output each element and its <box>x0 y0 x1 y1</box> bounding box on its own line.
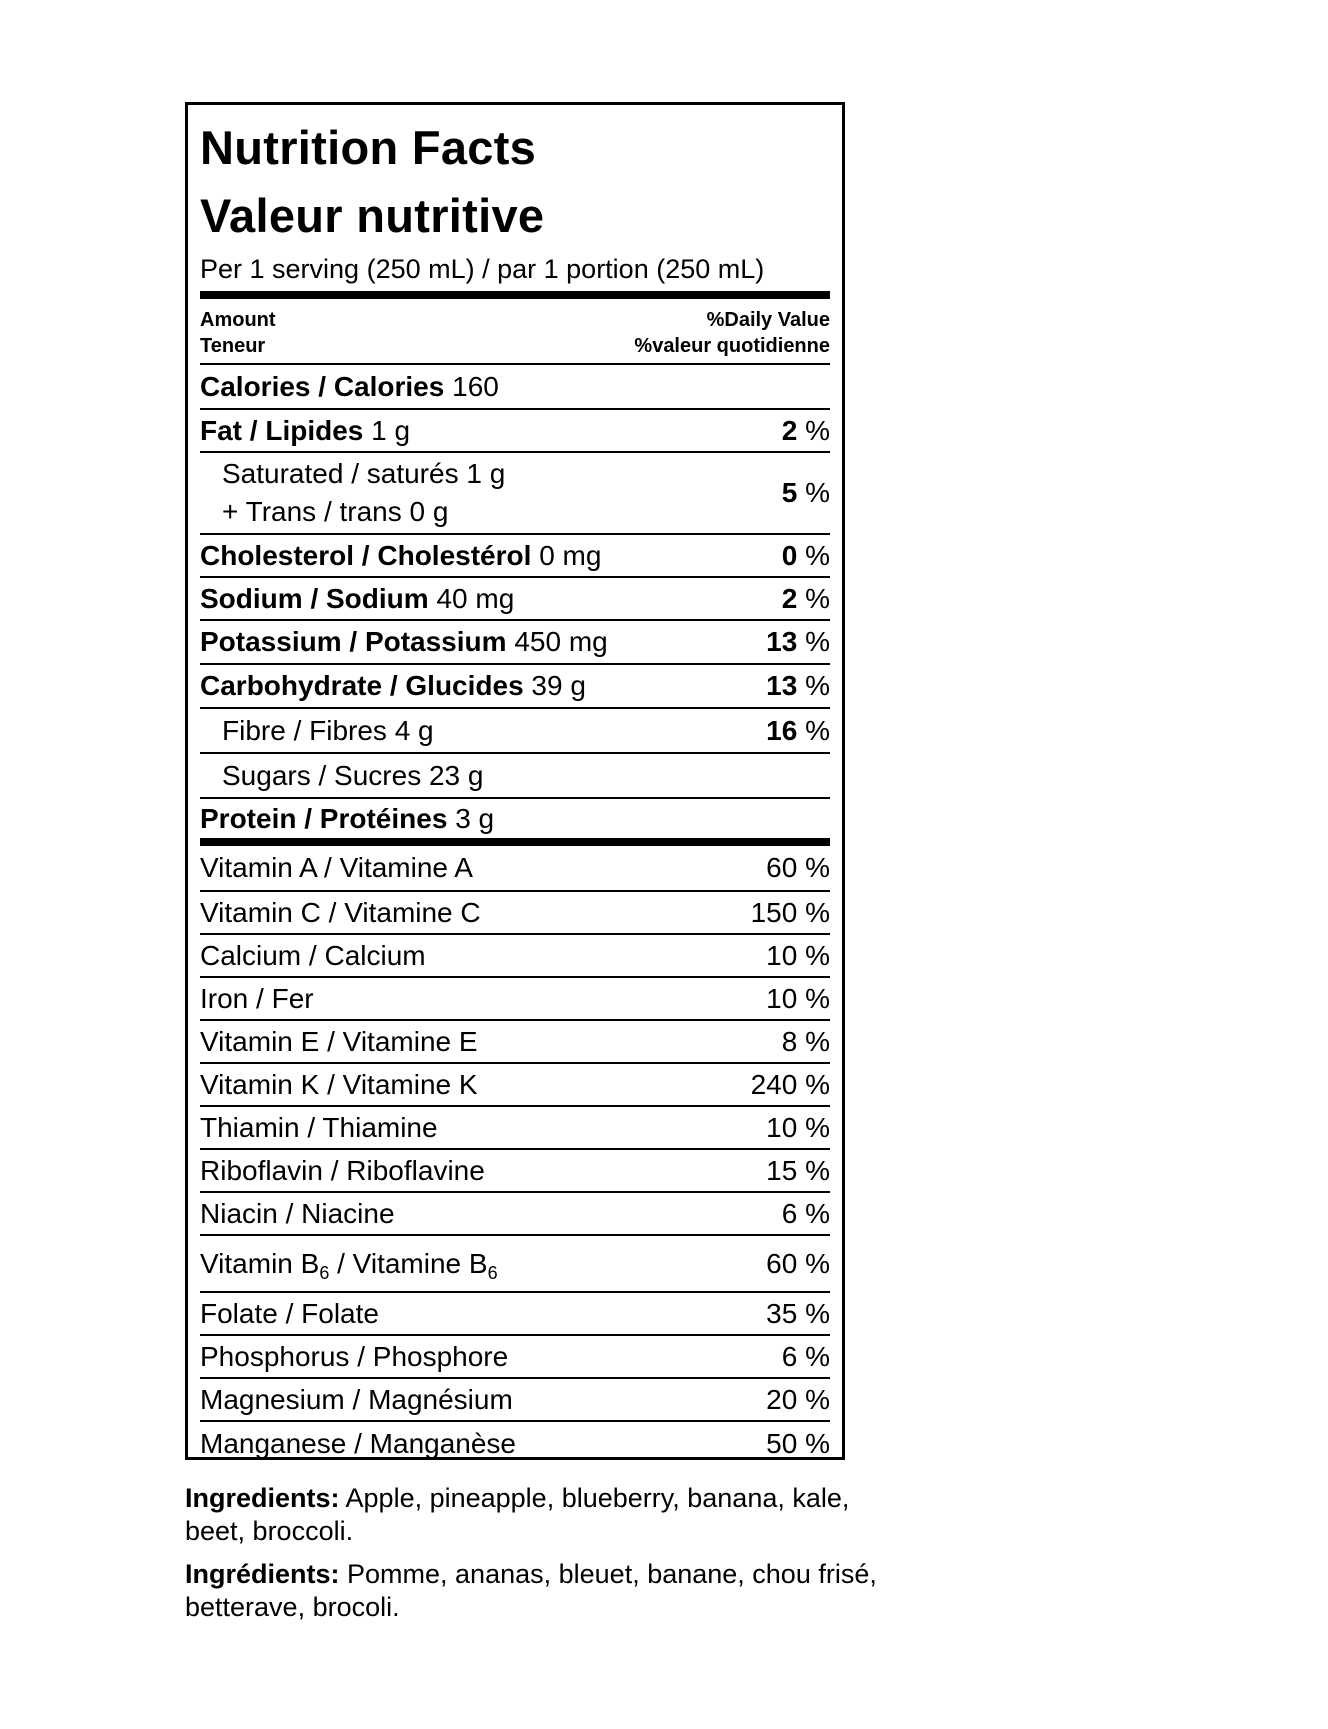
vitamin-row <box>200 1193 830 1236</box>
potassium-label: Potassium / Potassium <box>200 626 507 657</box>
ingredients-label-en: Ingredients: <box>185 1483 340 1513</box>
vitamin-pct: 35 % <box>766 1297 830 1329</box>
calories-value: 160 <box>452 370 499 402</box>
vitamin-row <box>200 1150 830 1193</box>
protein-label: Protein / Protéines <box>200 802 448 834</box>
fat-value: 1 g <box>371 414 411 446</box>
vitamin-name: Folate / Folate <box>200 1297 379 1329</box>
vitamin-name: Phosphorus / Phosphore <box>200 1340 509 1372</box>
vitamin-row <box>200 978 830 1021</box>
amount-label-fr: Teneur <box>200 335 266 357</box>
nutrition-facts-label <box>185 102 845 1460</box>
cholesterol-label: Cholesterol / Cholestérol <box>200 539 532 571</box>
vitamin-name: Thiamin / Thiamine <box>200 1111 438 1143</box>
carbohydrate-row <box>200 665 830 709</box>
ingredients-french <box>185 1558 905 1624</box>
sugars-label: Sugars / Sucres 23 g <box>222 759 484 791</box>
vitamin-row <box>200 935 830 978</box>
amount-label-en: Amount <box>200 309 276 331</box>
vitamin-row <box>200 1293 830 1336</box>
trans-fat: + Trans / trans 0 g <box>222 496 449 527</box>
vitamin-pct: 10 % <box>766 939 830 971</box>
fat-row <box>200 410 830 453</box>
protein-row <box>200 799 830 846</box>
vitamin-row <box>200 1236 830 1293</box>
vitamin-name-part: 6 <box>487 1262 498 1283</box>
pct-sign: % <box>805 582 830 614</box>
ingredients-english <box>185 1482 905 1548</box>
vitamin-name: Magnesium / Magnésium <box>200 1383 513 1415</box>
carbohydrate-value: 39 g <box>531 670 586 701</box>
vitamin-name: Vitamin K / Vitamine K <box>200 1068 478 1100</box>
vitamin-name: Iron / Fer <box>200 982 314 1014</box>
vitamin-row <box>200 1021 830 1064</box>
vitamin-name-part: 6 <box>319 1262 330 1283</box>
vitamin-name-part: Vitamin B <box>200 1247 320 1279</box>
vitamin-pct: 10 % <box>766 982 830 1014</box>
vitamin-pct: 8 % <box>781 1025 830 1057</box>
vitamin-pct: 6 % <box>781 1340 830 1372</box>
potassium-row <box>200 621 830 665</box>
pct-sign: % <box>805 477 830 508</box>
potassium-value: 450 mg <box>514 626 608 657</box>
cholesterol-pct: 0 <box>781 539 798 571</box>
vitamin-mineral-list <box>200 846 830 1466</box>
sodium-pct: 2 <box>781 582 798 614</box>
vitamin-pct: 10 % <box>766 1111 830 1143</box>
vitamin-name: Vitamin A / Vitamine A <box>200 852 473 883</box>
saturated-fat: Saturated / saturés 1 g <box>222 458 506 489</box>
ingredients-label-fr: Ingrédients: <box>185 1559 340 1589</box>
saturated-trans-row <box>200 453 830 535</box>
vitamin-row <box>200 1107 830 1150</box>
fat-pct: 2 <box>781 414 798 446</box>
ingredients-text-en: Apple, pineapple, blueberry, banana, kale, beet, broccoli. <box>185 1483 850 1546</box>
vitamin-pct: 15 % <box>766 1154 830 1186</box>
vitamin-name: Niacin / Niacine <box>200 1197 395 1229</box>
pct-sign: % <box>805 539 830 571</box>
vitamin-pct: 60 % <box>766 1247 830 1279</box>
vitamin-name <box>200 1247 498 1283</box>
ingredients-section <box>185 1482 905 1634</box>
vitamin-name: Vitamin C / Vitamine C <box>200 896 481 928</box>
vitamin-pct: 20 % <box>766 1383 830 1415</box>
vitamin-pct: 50 % <box>766 1428 830 1459</box>
ingredients-text-fr: Pomme, ananas, bleuet, banane, chou frisé, betterave, brocoli. <box>185 1559 877 1622</box>
pct-sign: % <box>805 626 830 657</box>
sodium-value: 40 mg <box>436 582 515 614</box>
sugars-row <box>200 754 830 799</box>
cholesterol-row <box>200 535 830 578</box>
vitamin-pct: 60 % <box>766 852 830 883</box>
vitamin-name: Vitamin E / Vitamine E <box>200 1025 478 1057</box>
title-french: Valeur nutritive <box>200 189 545 242</box>
vitamin-pct: 150 % <box>750 896 830 928</box>
carbohydrate-pct: 13 <box>766 670 798 701</box>
vitamin-name: Calcium / Calcium <box>200 939 426 971</box>
fibre-row <box>200 709 830 754</box>
vitamin-name: Riboflavin / Riboflavine <box>200 1154 485 1186</box>
sat-trans-pct: 5 <box>781 477 798 508</box>
column-header <box>200 299 830 365</box>
serving-size: Per 1 serving (250 mL) / par 1 portion (250 mL) <box>200 253 830 299</box>
fat-label: Fat / Lipides <box>200 414 364 446</box>
daily-value-label-en: %Daily Value <box>706 309 830 331</box>
vitamin-pct: 6 % <box>781 1197 830 1229</box>
vitamin-row <box>200 1336 830 1379</box>
carbohydrate-label: Carbohydrate / Glucides <box>200 670 524 701</box>
pct-sign: % <box>805 714 830 746</box>
vitamin-row <box>200 1379 830 1422</box>
vitamin-name-part: / Vitamine B <box>329 1247 488 1279</box>
pct-sign: % <box>805 670 830 701</box>
vitamin-row <box>200 1422 830 1466</box>
vitamin-row <box>200 846 830 892</box>
sodium-label: Sodium / Sodium <box>200 582 429 614</box>
vitamin-name: Manganese / Manganèse <box>200 1428 516 1459</box>
calories-label: Calories / Calories <box>200 370 445 402</box>
daily-value-label-fr: %valeur quotidienne <box>634 335 830 357</box>
sodium-row <box>200 578 830 621</box>
vitamin-row <box>200 1064 830 1107</box>
vitamin-row <box>200 892 830 935</box>
vitamin-pct: 240 % <box>750 1068 830 1100</box>
fibre-label: Fibre / Fibres 4 g <box>222 714 434 746</box>
cholesterol-value: 0 mg <box>539 539 602 571</box>
calories-row <box>200 365 830 410</box>
pct-sign: % <box>805 414 830 446</box>
potassium-pct: 13 <box>766 626 798 657</box>
fibre-pct: 16 <box>766 714 798 746</box>
title-english: Nutrition Facts <box>200 121 537 174</box>
protein-value: 3 g <box>455 802 495 834</box>
